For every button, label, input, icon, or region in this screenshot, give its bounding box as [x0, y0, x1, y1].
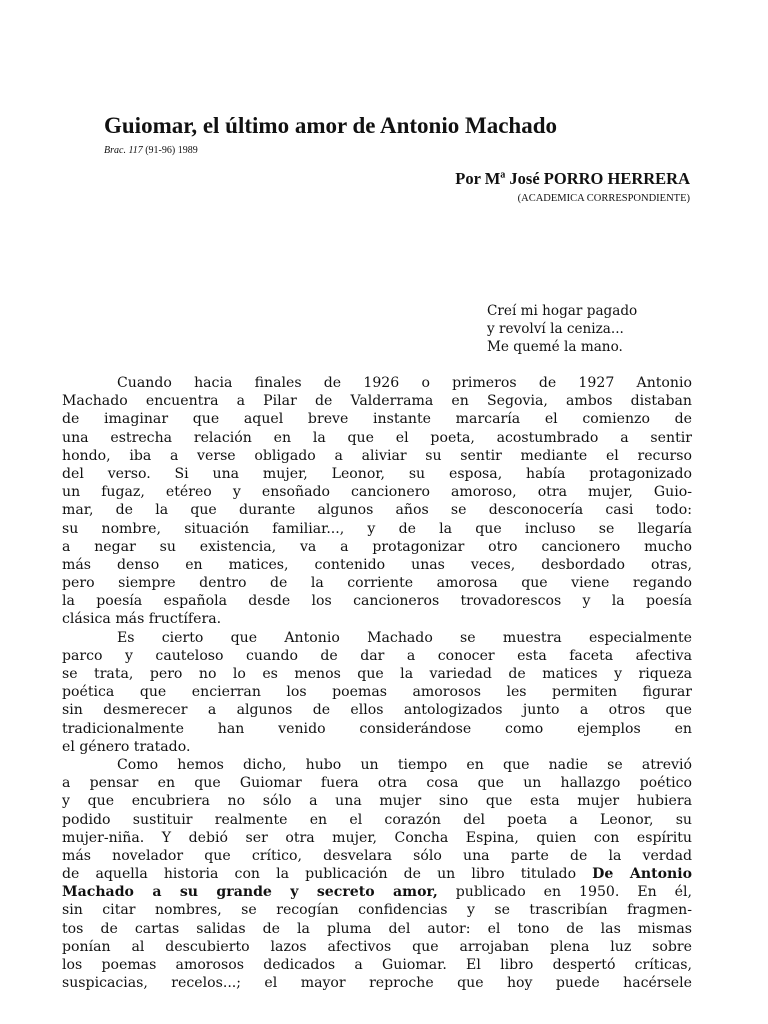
body-line: el género tratado. — [62, 738, 191, 755]
body-line — [62, 883, 692, 901]
body-line: la poesía española desde los cancioneros trovadorescos y la poesía — [62, 593, 692, 610]
body-line-text: de aquella historia con la publicación de un libro titulado — [62, 866, 577, 883]
body-line: a pensar en que Guiomar fuera otra cosa que un hallazgo poético — [62, 775, 692, 792]
body-line: Es cierto que Antonio Machado se muestra especialmente — [117, 629, 692, 646]
body-line — [62, 865, 692, 883]
body-line: más denso en matices, contenido unas veces, desbordado otras, — [62, 556, 692, 573]
body-line: suspicacias, recelos...; el mayor reproche que hoy puede hacérsele — [62, 975, 692, 992]
body-line: tos de cartas salidas de la pluma del autor: el tono de las mismas — [62, 920, 692, 937]
citation-journal: Brac. 117 — [104, 145, 143, 156]
epigraph-line: Me quemé la mano. — [487, 339, 623, 355]
body-line: hondo, iba a verse obligado a aliviar su sentir mediante el recurso — [62, 447, 692, 464]
body-line: Machado encuentra a Pilar de Valderrama en Segovia, ambos distaban — [62, 393, 692, 410]
epigraph — [487, 302, 727, 356]
book-title: Machado a su grande y secreto amor, — [62, 884, 438, 901]
body-line: tradicionalmente han venido considerándose como ejemplos en — [62, 720, 692, 737]
body-line: podido sustituir realmente en el corazón del poeta a Leonor, su — [62, 811, 692, 828]
article-title: Guiomar, el último amor de Antonio Machado — [104, 113, 557, 138]
body-line: mujer-niña. Y debió ser otra mujer, Concha Espina, quien con espíritu — [62, 829, 692, 846]
body-line: un fugaz, etéreo y ensoñado cancionero amoroso, otra mujer, Guio- — [62, 484, 692, 501]
body-line: Cuando hacia finales de 1926 o primeros de 1927 Antonio — [117, 375, 692, 391]
body-line: clásica más fructífera. — [62, 611, 222, 628]
body-line: Como hemos dicho, hubo un tiempo en que nadie se atrevió — [117, 756, 692, 773]
body-line: mar, de la que durante algunos años se desconocería casi todo: — [62, 502, 692, 519]
body-line: ponían al descubierto lazos afectivos que arrojaban plena luz sobre — [62, 938, 692, 955]
citation — [104, 144, 404, 158]
body-line: una estrecha relación en la que el poeta, acostumbrado a sentir — [62, 429, 692, 446]
article-body — [62, 374, 692, 992]
epigraph-line: Creí mi hogar pagado — [487, 303, 638, 319]
epigraph-line: y revolví la ceniza... — [487, 321, 624, 337]
citation-pages: (91-96) 1989 — [145, 145, 198, 156]
body-line: sin citar nombres, se recogían confidencias y se trascribían fragmen- — [62, 902, 692, 919]
body-line: poética que encierran los poemas amorosos les permiten figurar — [62, 684, 692, 701]
author-affiliation: (ACADEMICA CORRESPONDIENTE) — [517, 193, 690, 204]
body-line: del verso. Si una mujer, Leonor, su esposa, había protagonizado — [62, 465, 692, 482]
body-line: su nombre, situación familiar..., y de la que incluso se llegaría — [62, 520, 692, 537]
author-byline: Por Mª José PORRO HERRERA — [455, 169, 690, 188]
body-line: sin desmerecer a algunos de ellos antologizados junto a otros que — [62, 702, 692, 719]
body-line: a negar su existencia, va a protagonizar otro cancionero mucho — [62, 538, 692, 555]
body-line: se trata, pero no lo es menos que la variedad de matices y riqueza — [62, 666, 692, 682]
body-line: pero siempre dentro de la corriente amorosa que viene regando — [62, 575, 692, 592]
body-line: los poemas amorosos dedicados a Guiomar. El libro despertó críticas, — [62, 957, 692, 973]
body-line-text: publicado en 1950. En él, — [455, 884, 692, 901]
body-line: de imaginar que aquel breve instante marcaría el comienzo de — [62, 411, 692, 428]
body-line: más novelador que crítico, desvelara sólo una parte de la verdad — [62, 847, 692, 864]
body-line: y que encubriera no sólo a una mujer sino que esta mujer hubiera — [62, 793, 692, 810]
book-title: De Antonio — [592, 866, 692, 883]
body-line: parco y cauteloso cuando de dar a conocer esta faceta afectiva — [62, 647, 692, 664]
